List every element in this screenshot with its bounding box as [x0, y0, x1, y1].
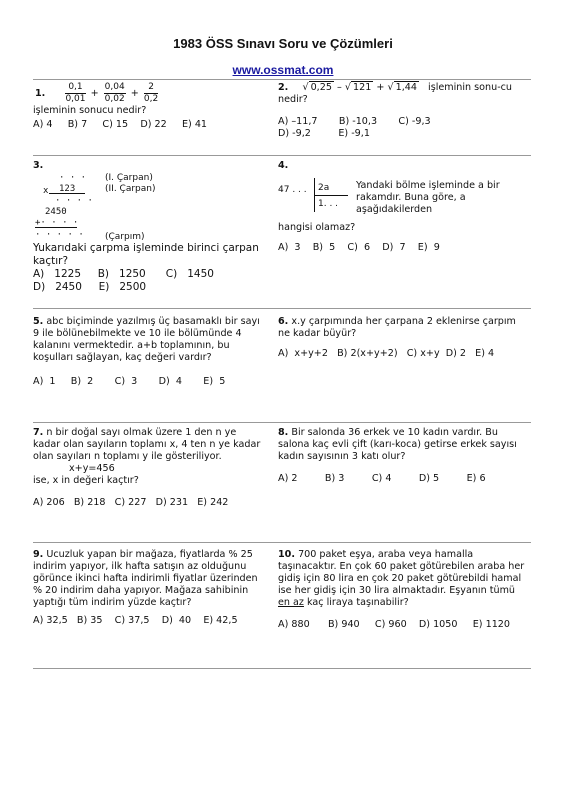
question-number: 3.: [33, 160, 44, 171]
divider: [33, 422, 531, 423]
minus-sign: –: [337, 82, 342, 93]
question-text: ise, x in değeri kaçtır?: [33, 475, 139, 486]
partial-product: 2450: [45, 207, 67, 217]
question-9: [33, 549, 261, 627]
multiplicand: · · ·: [59, 173, 87, 183]
question-text: 700 paket eşya, araba veya hamalla taşınacaktır. En çok 60 paket götürebilen araba her gidiş için 80 lira en çok 20 paket götürebildi hamal ise her gidiş için 30 lira almaktadır. Eşyanın tümü: [278, 549, 525, 596]
question-number: 5.: [33, 316, 44, 327]
plus-sign: +: [376, 82, 385, 93]
plus-sign: +: [130, 87, 139, 99]
times-sign: x: [43, 186, 49, 196]
label: (II. Çarpan): [105, 184, 156, 194]
question-10: [278, 549, 528, 631]
answer-choices: D) -9,2 E) -9,1: [278, 128, 370, 139]
plus-sign: +: [90, 87, 99, 99]
question-number: 1.: [35, 87, 46, 99]
question-2: [278, 82, 528, 140]
quotient: 1. . .: [318, 199, 339, 209]
question-text: Yukarıdaki çarpma işleminde birinci çarpan kaçtır?: [33, 242, 259, 267]
division-diagram: [278, 178, 528, 218]
divider: [33, 542, 531, 543]
question-3: [33, 160, 261, 294]
root-sign: √: [344, 82, 351, 93]
question-number: 8.: [278, 427, 289, 438]
divider: [33, 668, 531, 669]
dividend: 47 . . .: [278, 185, 307, 195]
line: [35, 227, 77, 228]
answer-choices: A) 1225 B) 1250 C) 1450: [33, 268, 214, 280]
answer-choices: D) 2450 E) 2500: [33, 281, 147, 293]
fraction: $\frac{0,1}{0,01}$: [65, 82, 86, 104]
label: (I. Çarpan): [105, 173, 153, 183]
question-text: abc biçiminde yazılmış üç basamaklı bir sayı 9 ile bölünebilmekte ve 10 ile bölümünde 4 kalanını vermektedir. a+b toplamının, bu koşulları sağlayan, kaç değeri vardır?: [33, 316, 260, 363]
divider: [33, 79, 531, 80]
site-link[interactable]: www.ossmat.com: [232, 63, 334, 77]
answer-choices: A) x+y+2 B) 2(x+y+2) C) x+y D) 2 E) 4: [278, 348, 495, 359]
question-text: hangisi olamaz?: [278, 222, 356, 233]
equation: x+y=456: [69, 463, 115, 474]
line: [314, 195, 348, 196]
partial-product: · · · ·: [55, 196, 93, 206]
answer-choices: A) 3 B) 5 C) 6 D) 7 E) 9: [278, 242, 440, 253]
question-text: işleminin sonucu nedir?: [33, 105, 147, 116]
line: [49, 193, 85, 194]
answer-choices: A) –11,7 B) -10,3 C) -9,3: [278, 116, 431, 127]
partial-product: +· · · ·: [35, 218, 79, 228]
page-title: 1983 ÖSS Sınavı Soru ve Çözümleri: [173, 36, 393, 51]
question-text: işleminin sonu-cu nedir?: [278, 82, 513, 105]
question-number: 7.: [33, 427, 44, 438]
divider: [33, 155, 531, 156]
question-8: [278, 427, 528, 485]
question-text: n bir doğal sayı olmak üzere 1 den n ye kadar olan sayıların toplamı x, 4 ten n ye kadar olan sayıları n toplamı y ile gösteriliyor.: [33, 427, 261, 462]
radicand: 0,25: [310, 82, 332, 93]
question-number: 10.: [278, 549, 295, 560]
divisor: 2a: [318, 183, 330, 193]
answer-choices: A) 4 B) 7 C) 15 D) 22 E) 41: [33, 119, 208, 130]
root-sign: √: [302, 82, 309, 93]
question-4: [278, 160, 528, 254]
product: · · · · ·: [35, 230, 84, 240]
question-number: 4.: [278, 160, 289, 171]
answer-choices: A) 2 B) 3 C) 4 D) 5 E) 6: [278, 473, 486, 484]
root-sign: √: [387, 82, 394, 93]
question-text: Yandaki bölme işleminde a bir rakamdır. Buna göre, a aşağıdakilerden: [356, 180, 500, 215]
answer-choices: A) 1 B) 2 C) 3 D) 4 E) 5: [33, 376, 226, 387]
answer-choices: A) 206 B) 218 C) 227 D) 231 E) 242: [33, 497, 229, 508]
question-text: Ucuzluk yapan bir mağaza, fiyatlarda % 25 indirim yapıyor, ilk hafta satışın az olduğunu görünce ikinci hafta indirimli fiyatlar üzerinden % 20 indirim daha yapıyor. Mağaza sahibinin yaptığı tüm indirim yüzde kaçtır?: [33, 549, 258, 608]
question-number: 2.: [278, 82, 289, 93]
answer-choices: A) 880 B) 940 C) 960 D) 1050 E) 1120: [278, 619, 511, 630]
question-6: [278, 316, 528, 360]
question-text: x.y çarpımında her çarpana 2 eklenirse çarpım ne kadar büyür?: [278, 316, 516, 339]
underlined-text: en az: [278, 597, 304, 608]
question-1: [33, 82, 261, 131]
question-text: Bir salonda 36 erkek ve 10 kadın vardır. Bu salona kaç evli çift (karı-koca) getirse erkek sayısı kadın sayısının 3 katı olur?: [278, 427, 517, 462]
label: (Çarpım): [105, 232, 145, 242]
question-number: 6.: [278, 316, 289, 327]
fraction: $\frac{2}{0,2}$: [143, 82, 159, 104]
multiplier: 123: [59, 184, 76, 194]
question-text: kaç liraya taşınabilir?: [303, 597, 409, 608]
question-number: 9.: [33, 549, 44, 560]
answer-choices: A) 32,5 B) 35 C) 37,5 D) 40 E) 42,5: [33, 615, 238, 626]
fraction: $\frac{0,04}{0,02}$: [104, 82, 125, 104]
radicand: 1,44: [395, 82, 417, 93]
divider: [33, 308, 531, 309]
radicand: 121: [353, 82, 372, 93]
question-5: [33, 316, 261, 388]
question-7: [33, 427, 261, 509]
multiplication-diagram: [33, 172, 261, 242]
